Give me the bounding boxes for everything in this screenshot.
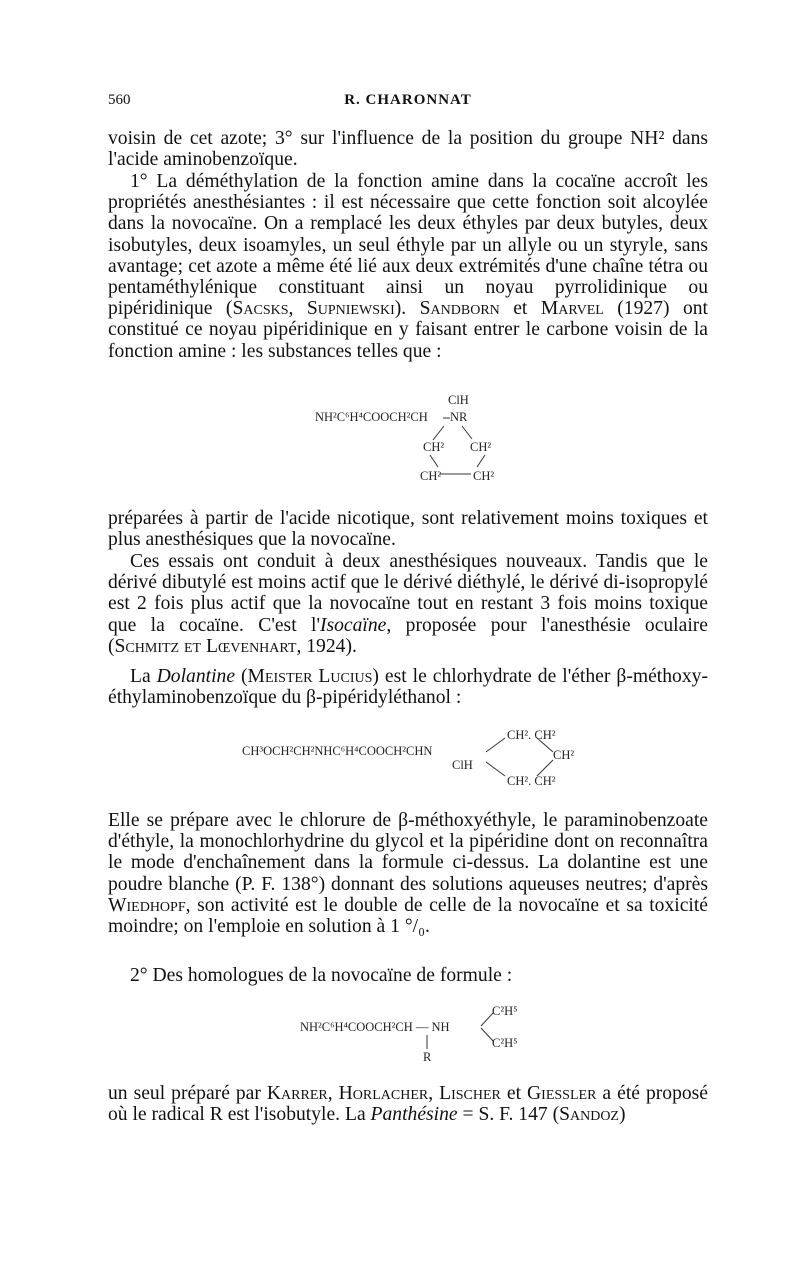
paragraph-preparation: Elle se prépare avec le chlorure de β-méthoxyéthyle, le paraminobenzoate d'éthyle, la monochlorhydrine du glycol et la pipéridine dont on reconnaîtra le mode d'enchaînement dans la formule ci-dessus. La dolantine est une poudre blanche (P. F. 138°) donnant des solutions aqueuses neutres; d'après Wiedhopf, son activité est le double de celle de la novocaïne et sa toxicité moindre; on l'emploie en solution à 1 °/₀. xyxy=(108,810,708,938)
author-names: Sacsks, Supniewski xyxy=(232,298,395,320)
running-head: R. CHARONNAT xyxy=(344,92,472,108)
formula-cih: ClH xyxy=(448,393,469,407)
formula-chain: CH³OCH²CH²NHC⁶H⁴COOCH²CHN xyxy=(242,744,433,758)
formula-top: CH². CH² xyxy=(507,728,556,742)
author-names: Schmitz et Lœvenhart xyxy=(114,635,297,657)
paragraph-demethylation: 1° La déméthylation de la fonction amine dans la cocaïne accroît les propriétés anesthésiantes : il est nécessaire que cette fonction soit alcoylée dans la novocaïne. On a remplacé les deux éthyles par deux butyles, deux isobutyles, deux isoamyles, un seul éthyle par un allyle ou un styryle, sans avantage; cet azote a même été lié aux deux extrémités d'une chaîne tétra ou pentaméthylénique constituant ainsi un noyau pyrrolidinique ou pipéridinique (Sacsks, Supniewski). Sandborn et Marvel (1927) ont constitué ce noyau pipéridinique en y faisant entrer le carbone voisin de la fonction amine : les substances telles que : xyxy=(108,171,708,362)
formula-ch2-right: CH² xyxy=(470,440,492,454)
paragraph-intro: voisin de cet azote; 3° sur l'influence de la position du groupe NH² dans l'acide aminobenzoïque. xyxy=(108,128,708,171)
formula-ch2-left: CH² xyxy=(423,440,445,454)
formula-nr: NR xyxy=(450,410,468,424)
formula-top: C²H⁵ xyxy=(492,1004,518,1018)
paragraph-homologues: 2° Des homologues de la novocaïne de formule : xyxy=(130,965,513,986)
formula-chain: NH²C⁶H⁴COOCH²CH xyxy=(315,410,428,424)
formula-bottom: C²H⁵ xyxy=(492,1036,518,1050)
author-names: Sandoz xyxy=(559,1104,619,1126)
formula-right: CH² xyxy=(553,748,575,762)
formula-ch2-bottom-left: CH² xyxy=(420,469,442,483)
author-names: Wiedhopf xyxy=(108,894,186,916)
paragraph-nicotic: préparées à partir de l'acide nicotique, sont relativement moins toxiques et plus anesthésiques que la novocaïne. xyxy=(108,508,708,551)
author-names: Giessler xyxy=(527,1083,597,1104)
formula-ch2-bottom-right: CH² xyxy=(473,469,495,483)
formula-chain: NH²C⁶H⁴COOCH²CH — NH xyxy=(300,1020,450,1034)
formula-r: R xyxy=(423,1050,432,1064)
formula-cih: ClH xyxy=(452,758,473,772)
author-names: Sandborn xyxy=(419,298,500,320)
paragraph-isocaine: Ces essais ont conduit à deux anesthésiques nouveaux. Tandis que le dérivé dibutylé est moins actif que le dérivé diéthylé, le dérivé di-isopropylé est 2 fois plus actif que la novocaïne tout en restant 3 fois moins toxique que la cocaïne. C'est l'Isocaïne, proposée pour l'anesthésie oculaire (Schmitz et Lœvenhart, 1924). xyxy=(108,551,708,657)
author-names: Meister Lucius xyxy=(247,666,373,687)
author-names: Karrer, Horlacher, Lischer xyxy=(266,1083,501,1104)
author-names: Marvel xyxy=(540,298,604,320)
page-number: 560 xyxy=(108,92,131,108)
formula-bottom: CH². CH² xyxy=(507,774,556,788)
paragraph-dolantine: La Dolantine (Meister Lucius) est le chlorhydrate de l'éther β-méthoxy-éthylaminobenzoïque du β-pipéridyléthanol : xyxy=(108,666,708,709)
paragraph-panthesine: un seul préparé par Karrer, Horlacher, Lischer et Giessler a été proposé où le radical R est l'isobutyle. La Panthésine = S. F. 147 (Sandoz) xyxy=(108,1083,708,1126)
